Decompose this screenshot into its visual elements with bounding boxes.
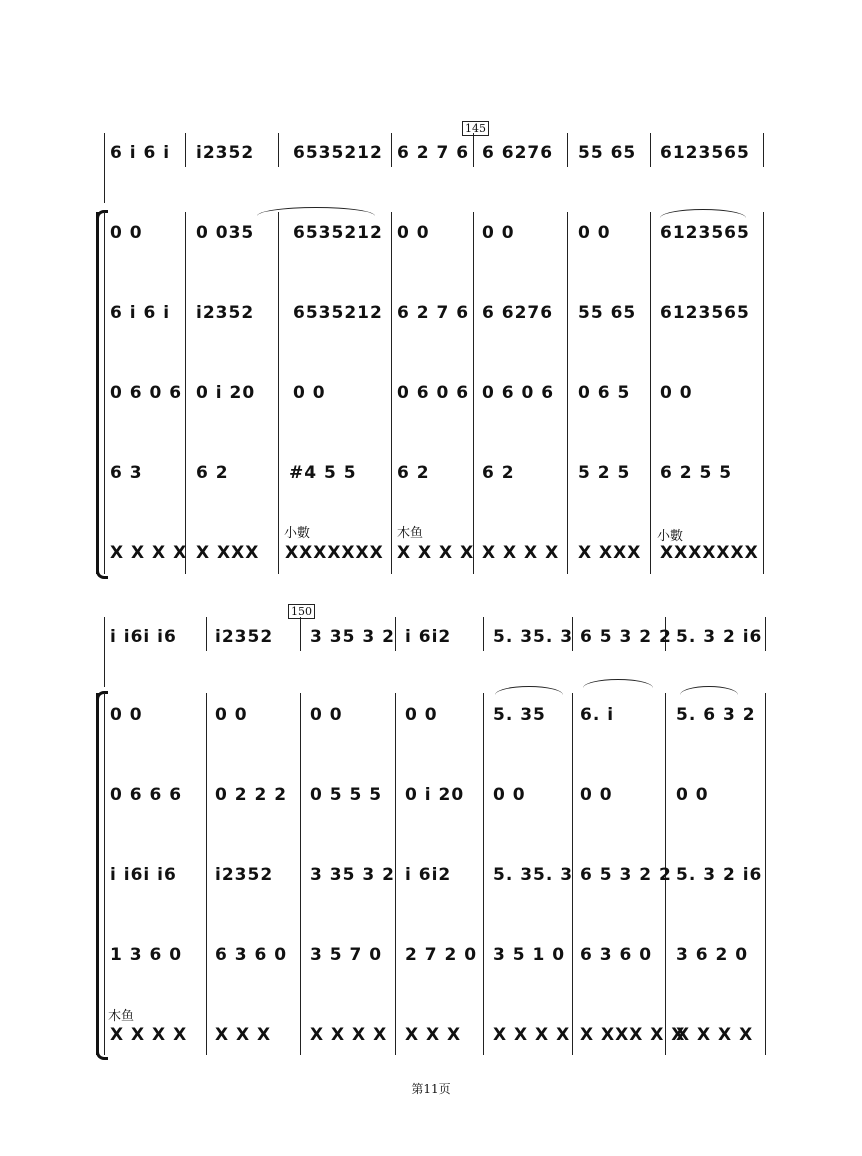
note-cell: i2352 bbox=[215, 627, 274, 647]
note-cell: 6 i 6 i bbox=[110, 303, 171, 323]
note-cell: 3 5 7 0 bbox=[310, 945, 383, 965]
barline bbox=[473, 212, 474, 574]
note-cell: i 6i2 bbox=[405, 627, 452, 647]
note-cell: 0 0 bbox=[310, 705, 343, 725]
note-cell: 6 2 5 5 bbox=[660, 463, 733, 483]
note-cell: 0 0 bbox=[110, 705, 143, 725]
note-cell: 0 0 bbox=[660, 383, 693, 403]
note-cell: X X X X bbox=[110, 543, 188, 563]
barline bbox=[763, 212, 764, 574]
note-cell: 0 6 0 6 bbox=[397, 383, 470, 403]
note-cell: i2352 bbox=[196, 303, 255, 323]
note-cell: 6 3 6 0 bbox=[215, 945, 288, 965]
system-line-lower bbox=[104, 693, 105, 1055]
note-cell: X XXX bbox=[196, 543, 260, 563]
barline bbox=[395, 693, 396, 1055]
note-cell: 0 6 0 6 bbox=[110, 383, 183, 403]
note-cell: X XXX X X bbox=[580, 1025, 686, 1045]
note-cell: X X X X bbox=[397, 543, 475, 563]
note-cell: 6535212 bbox=[293, 143, 383, 163]
note-cell: 6. i bbox=[580, 705, 615, 725]
note-cell: XXXXXXX bbox=[285, 543, 384, 563]
note-cell: X X X bbox=[215, 1025, 272, 1045]
instrument-label: 木鱼 bbox=[108, 1009, 135, 1024]
barline bbox=[763, 133, 764, 167]
note-cell: 0 6 5 bbox=[578, 383, 631, 403]
barline bbox=[391, 212, 392, 574]
note-cell: 6 i 6 i bbox=[110, 143, 171, 163]
bracket-cap-bottom bbox=[96, 564, 108, 579]
note-cell: 6 6276 bbox=[482, 143, 554, 163]
barline bbox=[185, 212, 186, 574]
note-cell: 0 0 bbox=[580, 785, 613, 805]
note-cell: 6123565 bbox=[660, 143, 750, 163]
note-cell: #4 5 5 bbox=[289, 463, 357, 483]
bracket-cap-top bbox=[96, 691, 108, 706]
bracket bbox=[96, 693, 99, 1055]
note-cell: X X X X bbox=[110, 1025, 188, 1045]
system-line-lower bbox=[104, 212, 105, 574]
barline bbox=[483, 693, 484, 1055]
note-cell: 0 5 5 5 bbox=[310, 785, 383, 805]
note-cell: 0 0 bbox=[482, 223, 515, 243]
note-cell: 0 0 bbox=[397, 223, 430, 243]
slur bbox=[660, 209, 746, 218]
note-cell: 5. 35. 3 bbox=[493, 627, 574, 647]
note-cell: 0 0 bbox=[493, 785, 526, 805]
note-cell: i2352 bbox=[196, 143, 255, 163]
note-cell: X X X bbox=[405, 1025, 462, 1045]
note-cell: 3 6 2 0 bbox=[676, 945, 749, 965]
note-cell: 5 2 5 bbox=[578, 463, 631, 483]
note-cell: 6535212 bbox=[293, 223, 383, 243]
note-cell: 55 65 bbox=[578, 303, 637, 323]
barline bbox=[567, 133, 568, 167]
note-cell: 6 3 bbox=[110, 463, 143, 483]
rehearsal-mark: 145 bbox=[462, 121, 489, 136]
note-cell: 0 0 bbox=[215, 705, 248, 725]
slur bbox=[680, 686, 738, 695]
note-cell: X X X X bbox=[676, 1025, 754, 1045]
barline bbox=[278, 212, 279, 574]
bracket-cap-bottom bbox=[96, 1045, 108, 1060]
instrument-label: 木鱼 bbox=[397, 526, 424, 541]
bracket bbox=[96, 212, 99, 574]
note-cell: 6 6276 bbox=[482, 303, 554, 323]
note-cell: i2352 bbox=[215, 865, 274, 885]
note-cell: 5. 35. 3 bbox=[493, 865, 574, 885]
slur bbox=[495, 686, 563, 695]
note-cell: 3 5 1 0 bbox=[493, 945, 566, 965]
slur bbox=[257, 207, 375, 216]
note-cell: 0 2 2 2 bbox=[215, 785, 288, 805]
barline bbox=[473, 133, 474, 167]
note-cell: X X X X bbox=[482, 543, 560, 563]
note-cell: 0 0 bbox=[110, 223, 143, 243]
barline bbox=[206, 617, 207, 651]
note-cell: 6 2 bbox=[397, 463, 430, 483]
note-cell: 6 2 7 6 bbox=[397, 143, 470, 163]
note-cell: 55 65 bbox=[578, 143, 637, 163]
barline bbox=[567, 212, 568, 574]
slur bbox=[583, 679, 653, 688]
note-cell: XXXXXXX bbox=[660, 543, 759, 563]
barline bbox=[395, 617, 396, 651]
note-cell: 6 3 6 0 bbox=[580, 945, 653, 965]
note-cell: 0 0 bbox=[405, 705, 438, 725]
note-cell: 6123565 bbox=[660, 303, 750, 323]
barline bbox=[650, 212, 651, 574]
barline bbox=[765, 693, 766, 1055]
page-number: 第11页 bbox=[411, 1082, 451, 1096]
barline bbox=[185, 133, 186, 167]
note-cell: 0 0 bbox=[578, 223, 611, 243]
barline bbox=[300, 693, 301, 1055]
barline bbox=[483, 617, 484, 651]
note-cell: X XXX bbox=[578, 543, 642, 563]
note-cell: 0 6 0 6 bbox=[482, 383, 555, 403]
note-cell: 0 0 bbox=[293, 383, 326, 403]
note-cell: 3 35 3 2 bbox=[310, 865, 395, 885]
note-cell: 6 2 7 6 bbox=[397, 303, 470, 323]
note-cell: 2 7 2 0 bbox=[405, 945, 478, 965]
barline bbox=[278, 133, 279, 167]
barline bbox=[206, 693, 207, 1055]
system-line bbox=[104, 617, 105, 687]
barline bbox=[765, 617, 766, 651]
note-cell: X X X X bbox=[493, 1025, 571, 1045]
note-cell: 5. 6 3 2 bbox=[676, 705, 756, 725]
note-cell: 0 6 6 6 bbox=[110, 785, 183, 805]
note-cell: i i6i i6 bbox=[110, 865, 177, 885]
bracket-cap-top bbox=[96, 210, 108, 225]
rehearsal-mark: 150 bbox=[288, 604, 315, 619]
note-cell: 5. 3 2 i6 bbox=[676, 865, 763, 885]
note-cell: X X X X bbox=[310, 1025, 388, 1045]
instrument-label: 小數 bbox=[657, 529, 684, 544]
instrument-label: 小數 bbox=[284, 526, 311, 541]
note-cell: 5. 35 bbox=[493, 705, 546, 725]
note-cell: 1 3 6 0 bbox=[110, 945, 183, 965]
note-cell: 0 i 20 bbox=[196, 383, 256, 403]
note-cell: 3 35 3 2 bbox=[310, 627, 395, 647]
note-cell: 6 5 3 2 2 bbox=[580, 627, 672, 647]
system-line bbox=[104, 133, 105, 203]
note-cell: 0 i 20 bbox=[405, 785, 465, 805]
note-cell: 5. 3 2 i6 bbox=[676, 627, 763, 647]
note-cell: i 6i2 bbox=[405, 865, 452, 885]
note-cell: 6123565 bbox=[660, 223, 750, 243]
note-cell: 0 0 bbox=[676, 785, 709, 805]
barline bbox=[650, 133, 651, 167]
note-cell: 6 5 3 2 2 bbox=[580, 865, 672, 885]
barline bbox=[391, 133, 392, 167]
barline bbox=[300, 617, 301, 651]
note-cell: 0 035 bbox=[196, 223, 255, 243]
note-cell: 6 2 bbox=[482, 463, 515, 483]
note-cell: 6535212 bbox=[293, 303, 383, 323]
note-cell: i i6i i6 bbox=[110, 627, 177, 647]
note-cell: 6 2 bbox=[196, 463, 229, 483]
